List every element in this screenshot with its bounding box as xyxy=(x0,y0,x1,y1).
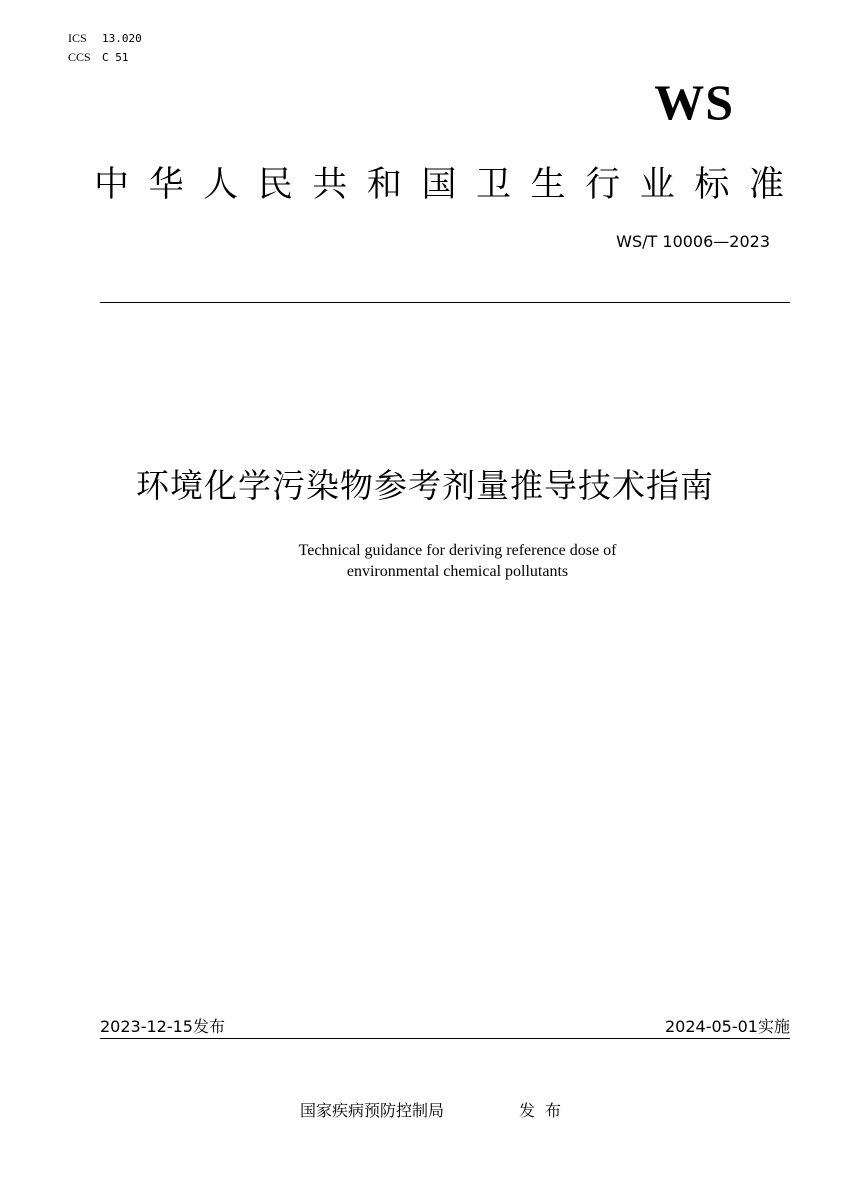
ccs-row xyxy=(68,48,142,67)
ics-row xyxy=(68,29,142,48)
standard-type-char: 中 xyxy=(94,165,130,205)
ics-label: ICS xyxy=(68,31,87,45)
top-divider xyxy=(100,302,790,303)
ccs-label: CCS xyxy=(68,50,91,64)
standard-type-char: 共 xyxy=(312,165,348,205)
standard-type-char: 准 xyxy=(748,165,784,205)
standard-type-char: 国 xyxy=(421,165,457,205)
english-title-line: environmental chemical pollutants xyxy=(346,563,569,580)
classification-codes xyxy=(68,29,142,67)
standard-type-char: 行 xyxy=(585,165,621,205)
standard-type-char: 和 xyxy=(366,165,402,205)
publish-label: 发布 xyxy=(519,1101,572,1120)
standard-type-heading xyxy=(94,163,784,207)
ics-value: 13.020 xyxy=(102,32,142,45)
standard-type-char: 业 xyxy=(639,165,675,205)
ccs-value: C 51 xyxy=(102,51,129,64)
document-title-english xyxy=(0,540,850,582)
standard-type-char: 卫 xyxy=(476,165,512,205)
standard-type-char: 华 xyxy=(148,165,184,205)
standard-number: WS/T 10006—2023 xyxy=(616,232,770,251)
english-title-line: Technical guidance for deriving reference dose of xyxy=(298,542,617,559)
implementation-date: 2024-05-01实施 xyxy=(665,1017,790,1036)
ws-logo: WS xyxy=(654,74,734,130)
publisher-name: 国家疾病预防控制局 xyxy=(300,1101,445,1120)
standard-type-char: 生 xyxy=(530,165,566,205)
document-title-chinese: 环境化学污染物参考剂量推导技术指南 xyxy=(136,466,714,505)
standard-type-char: 民 xyxy=(257,165,293,205)
bottom-divider xyxy=(100,1038,790,1039)
standard-type-char: 人 xyxy=(203,165,239,205)
standard-type-char: 标 xyxy=(694,165,730,205)
issue-date: 2023-12-15发布 xyxy=(100,1017,225,1036)
